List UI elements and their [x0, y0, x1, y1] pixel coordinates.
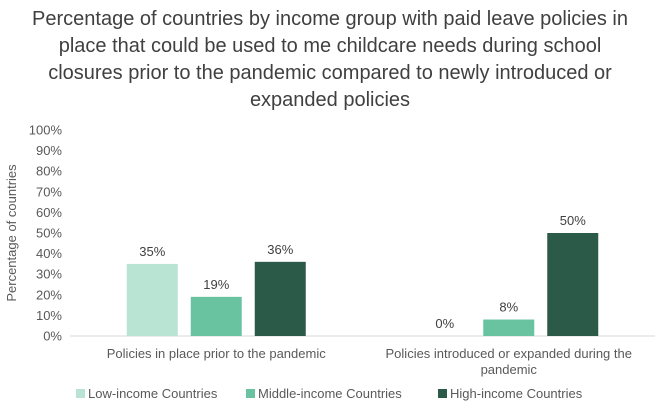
data-label: 8% — [499, 299, 519, 315]
y-tick-label: 20% — [35, 287, 62, 303]
data-label: 19% — [203, 276, 230, 292]
legend-swatch — [246, 389, 255, 398]
data-label: 0% — [435, 316, 455, 331]
data-label: 36% — [267, 241, 294, 257]
data-label: 50% — [559, 213, 586, 228]
legend-label: High-income Countries — [450, 386, 583, 401]
y-tick-label: 50% — [35, 225, 62, 241]
y-tick-label: 60% — [35, 204, 62, 220]
y-tick-label: 70% — [35, 184, 62, 200]
x-category-label: Policies introduced or expanded during the — [385, 346, 632, 361]
x-category-label: Policies in place prior to the pandemic — [106, 346, 326, 361]
bar — [191, 297, 242, 336]
y-tick-label: 90% — [35, 143, 62, 159]
bar — [127, 264, 178, 336]
y-tick-label: 30% — [35, 266, 62, 282]
x-category-label: pandemic — [480, 362, 537, 377]
data-label: 35% — [139, 243, 166, 259]
bar — [255, 262, 306, 336]
chart-title: Percentage of countries by income group with paid leave policies in place that could be used to me childcare needs during school closures prior to the pandemic compared to newly introduced or expanded policies — [32, 8, 628, 111]
legend-label: Low-income Countries — [88, 386, 218, 401]
y-tick-label: 80% — [35, 163, 62, 179]
bar — [483, 320, 534, 336]
legend-swatch — [438, 389, 447, 398]
y-tick-label: 0% — [43, 328, 62, 344]
bar — [547, 233, 598, 336]
legend-label: Middle-income Countries — [258, 386, 402, 401]
legend-swatch — [76, 389, 85, 398]
y-tick-label: 10% — [35, 307, 62, 323]
y-tick-label: 40% — [35, 246, 62, 262]
y-tick-label: 100% — [28, 122, 62, 138]
y-axis-title: Percentage of countries — [4, 164, 19, 302]
